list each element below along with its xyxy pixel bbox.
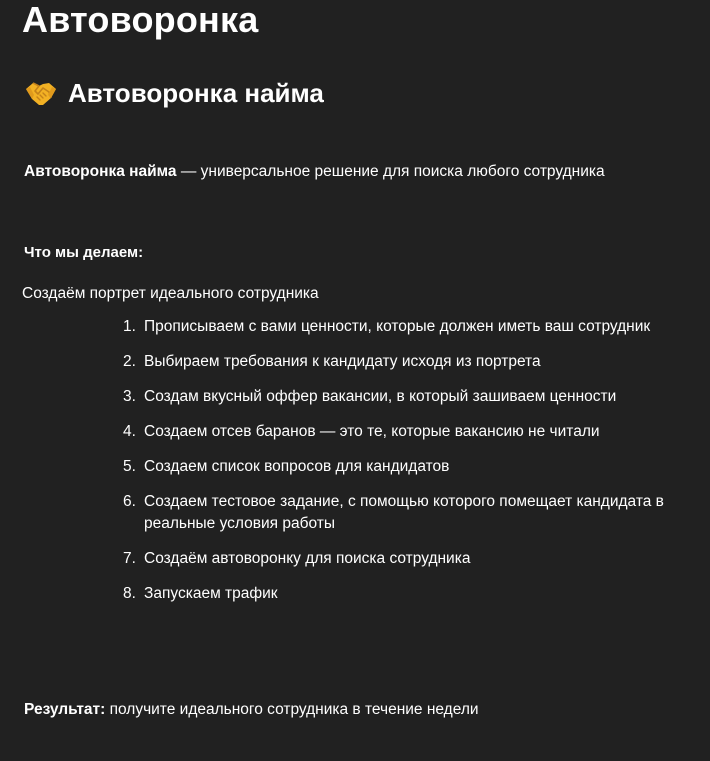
list-item <box>123 491 703 535</box>
step-text: Создаём автоворонку для поиска сотрудника <box>144 550 471 567</box>
intro-text: — универсальное решение для поиска любого сотрудника <box>176 163 605 180</box>
step-text: Создаем список вопросов для кандидатов <box>144 458 450 475</box>
step-text: Выбираем требования к кандидату исходя из портрета <box>144 353 541 370</box>
result-paragraph <box>24 699 479 721</box>
step-text: Запускаем трафик <box>144 585 278 602</box>
step-number: 4. <box>123 423 136 440</box>
lead-text: Создаём портрет идеального сотрудника <box>22 285 319 302</box>
steps-list <box>123 316 703 618</box>
step-text: Создам вкусный оффер вакансии, в который зашиваем ценности <box>144 388 617 405</box>
page-title: Автоворонка <box>22 0 259 40</box>
section-heading-text: Автоворонка найма <box>68 78 324 108</box>
result-bold: Результат: <box>24 701 106 718</box>
step-number: 7. <box>123 550 136 567</box>
list-item <box>123 386 703 408</box>
list-item <box>123 583 703 605</box>
step-number: 3. <box>123 388 136 405</box>
list-item <box>123 421 703 443</box>
list-item <box>123 456 703 478</box>
step-number: 1. <box>123 318 136 335</box>
handshake-icon <box>24 78 58 108</box>
intro-bold: Автоворонка найма <box>24 163 177 180</box>
step-number: 2. <box>123 353 136 370</box>
list-item <box>123 351 703 373</box>
list-item <box>123 316 703 338</box>
step-number: 6. <box>123 493 136 510</box>
step-text: Создаем отсев баранов — это те, которые вакансию не читали <box>144 423 600 440</box>
list-item <box>123 548 703 570</box>
result-text: получите идеального сотрудника в течение недели <box>105 701 479 718</box>
intro-paragraph <box>24 161 605 183</box>
step-number: 5. <box>123 458 136 475</box>
what-we-do-heading: Что мы делаем: <box>24 244 144 261</box>
step-number: 8. <box>123 585 136 602</box>
step-text: Прописываем с вами ценности, которые должен иметь ваш сотрудник <box>144 318 651 335</box>
step-text: Создаем тестовое задание, с помощью которого помещает кандидата в реальные условия работы <box>144 493 664 532</box>
section-heading <box>24 75 324 111</box>
